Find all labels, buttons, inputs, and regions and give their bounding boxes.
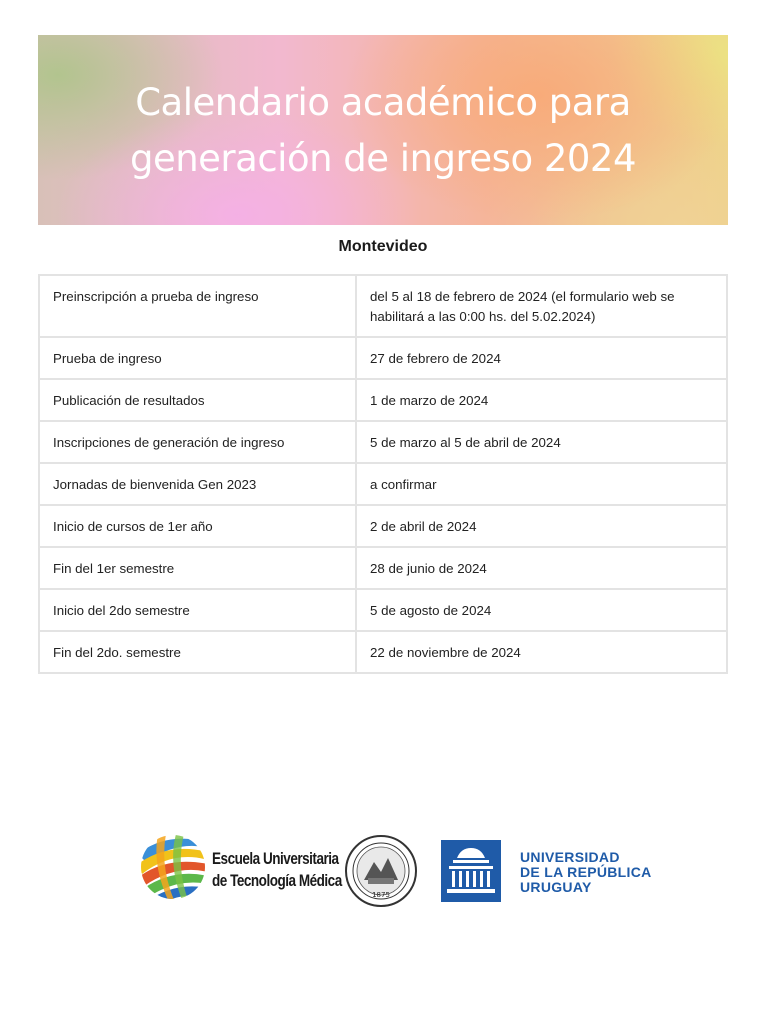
seal-year: 1875 [372,891,390,899]
table-row [39,379,727,421]
date-cell: del 5 al 18 de febrero de 2024 (el formulario web se habilitará a las 0:00 hs. del 5.02.2024) [356,275,727,337]
date-cell: 2 de abril de 2024 [356,505,727,547]
page-title [130,73,636,187]
schedule-table [38,274,728,674]
faculty-seal-icon [344,834,418,908]
table-row [39,337,727,379]
eutm-logo [138,832,342,902]
date-cell: 22 de noviembre de 2024 [356,631,727,673]
table-row [39,505,727,547]
event-cell: Preinscripción a prueba de ingreso [39,275,356,337]
table-row [39,547,727,589]
event-cell: Inicio del 2do semestre [39,589,356,631]
event-cell: Fin del 2do. semestre [39,631,356,673]
event-cell: Jornadas de bienvenida Gen 2023 [39,463,356,505]
udelar-name-line-3: URUGUAY [520,879,592,895]
udelar-emblem-icon [441,840,501,902]
page-title-line-2: generación de ingreso 2024 [129,137,637,180]
event-cell: Prueba de ingreso [39,337,356,379]
udelar-name [520,850,652,895]
date-cell: 5 de marzo al 5 de abril de 2024 [356,421,727,463]
eutm-emblem-icon [138,834,208,900]
date-cell: 27 de febrero de 2024 [356,337,727,379]
event-cell: Publicación de resultados [39,379,356,421]
table-row [39,275,727,337]
date-cell: 5 de agosto de 2024 [356,589,727,631]
date-cell: a confirmar [356,463,727,505]
eutm-name-line-2: de Tecnología Médica [212,872,342,890]
udelar-name-line-2: DE LA REPÚBLICA [520,864,652,880]
table-row [39,463,727,505]
footer-logos [138,826,652,916]
header-banner [38,35,728,225]
eutm-name [212,848,342,892]
eutm-name-line-1: Escuela Universitaria [212,850,339,868]
table-row [39,421,727,463]
table-row [39,631,727,673]
event-cell: Fin del 1er semestre [39,547,356,589]
date-cell: 28 de junio de 2024 [356,547,727,589]
section-heading-city: Montevideo [338,238,428,255]
page-title-line-1: Calendario académico para [135,81,631,124]
event-cell: Inscripciones de generación de ingreso [39,421,356,463]
table-row [39,589,727,631]
event-cell: Inicio de cursos de 1er año [39,505,356,547]
date-cell: 1 de marzo de 2024 [356,379,727,421]
udelar-name-line-1: UNIVERSIDAD [520,849,620,865]
